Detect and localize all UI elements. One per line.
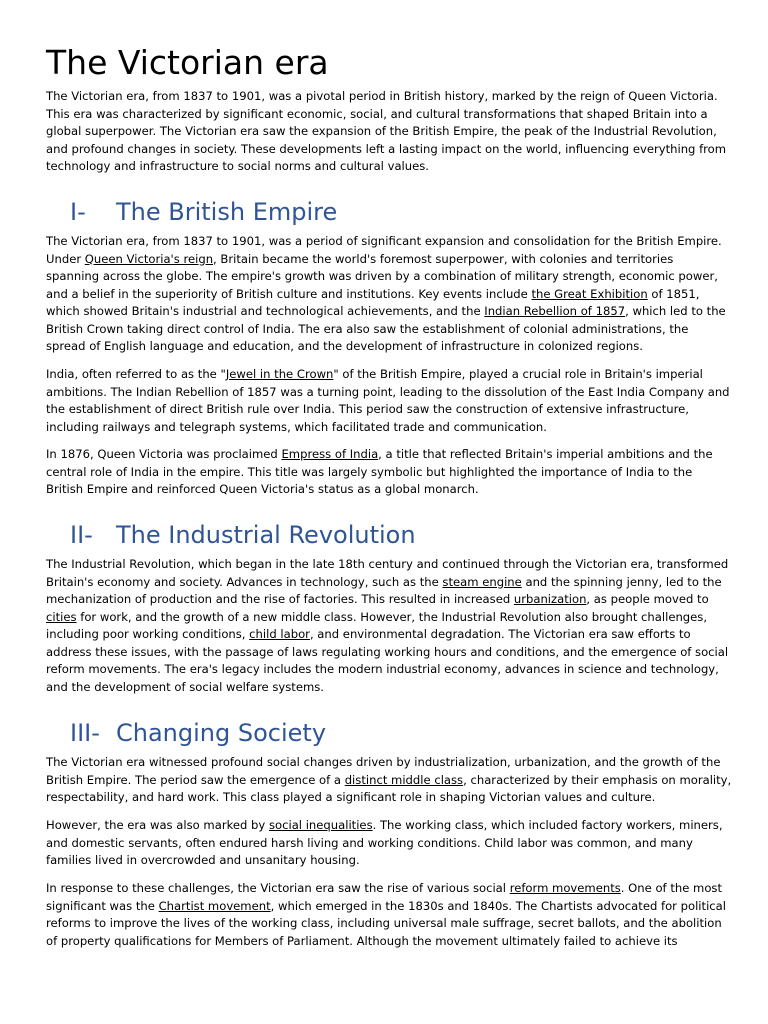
text-line: families lived in overcrowded and unsanitary housing. [46,853,360,867]
text-line: British Crown taking direct control of India. The era also saw the establishment of colonial administrations, the [46,321,689,336]
text-line: global superpower. The Victorian era saw the expansion of the British Empire, the peak of the Industrial Revolution, [46,124,717,138]
text-line: In 1876, Queen Victoria was proclaimed Empress of India, a title that reflected Britain's imperial ambitions and the [46,447,713,461]
section-heading-british-empire [70,197,337,227]
paragraph [46,817,724,870]
paragraph [46,366,730,436]
paragraph [46,233,724,356]
section-number: I- [70,198,86,226]
text-line: of property qualifications for Members of Parliament. Although the movement ultimately failed to achieve its [46,933,678,948]
paragraph [46,880,724,950]
text-line: reform movements. The era's legacy includes the modern industrial economy, advances in science and technology, [46,662,719,676]
text-line: significant was the Chartist movement, which emerged in the 1830s and 1840s. The Chartists advocated for political [46,898,726,913]
text-line: In response to these challenges, the Victorian era saw the rise of various social reform movements. One of the most [46,881,723,895]
text-line: However, the era was also marked by social inequalities. The working class, which included factory workers, miners, [46,818,723,832]
text-line: respectability, and hard work. This class played a significant role in shaping Victorian values and culture. [46,790,656,804]
paragraph [46,556,729,696]
text-line: and a belief in the superiority of British culture and institutions. Key events include the Great Exhibition of 1851, [46,286,700,301]
text-line: India, often referred to as the "Jewel in the Crown" of the British Empire, played a crucial role in Britain's imperial [46,367,703,381]
text-line: Under Queen Victoria's reign, Britain became the world's foremost superpower, with colonies and territories [46,251,674,266]
text-line: including poor working conditions, child labor, and environmental degradation. The Victorian era saw efforts to [46,627,691,641]
text-line: The Victorian era, from 1837 to 1901, was a period of significant expansion and consolidation for the British Empire. [46,234,722,248]
text-line: and the development of social welfare systems. [46,679,324,694]
text-line: the establishment of direct British rule over India. This period saw the construction of extensive infrastructure, [46,402,689,416]
text-line: which showed Britain's industrial and technological achievements, and the Indian Rebellion of 1857, which led to the [46,304,726,318]
section-title: The British Empire [116,198,338,226]
text-line: British Empire and reinforced Queen Victoria's status as a global monarch. [46,482,479,496]
text-line: ambitions. The Indian Rebellion of 1857 was a turning point, leading to the dissolution of the East India Company and [46,384,730,399]
section-title: Changing Society [116,719,327,747]
text-line: mechanization of production and the rise of factories. This resulted in increased urbanization, as people moved to [46,592,709,606]
text-line: spread of English language and education, and the development of infrastructure in colonized regions. [46,339,643,353]
section-heading-changing-society [70,718,326,748]
text-line: Britain's economy and society. Advances in technology, such as the steam engine and the spinning jenny, led to the [46,574,722,589]
text-line: The Victorian era witnessed profound social changes driven by industrialization, urbanization, and the growth of the [46,755,721,769]
text-line: spanning across the globe. The empire's growth was driven by a combination of military strength, economic power, [46,269,718,283]
text-line: cities for work, and the growth of a new middle class. However, the Industrial Revolution also brought challenges, [46,609,708,624]
text-line: address these issues, with the passage of laws regulating working hours and conditions, and the emergence of social [46,644,729,659]
document-title: The Victorian era [46,43,329,82]
paragraph [46,754,732,807]
text-line: and profound changes in society. These developments left a lasting impact on the world, influencing everything from [46,141,727,156]
paragraph [46,446,724,499]
text-line: The Industrial Revolution, which began in the late 18th century and continued through the Victorian era, transformed [46,557,729,571]
text-line: The Victorian era, from 1837 to 1901, was a pivotal period in British history, marked by the reign of Queen Victoria. [46,89,718,103]
text-line: technology and infrastructure to social norms and cultural values. [46,159,429,173]
section-number: III- [70,719,100,747]
section-number: II- [70,521,93,549]
text-line: British Empire. The period saw the emergence of a distinct middle class, characterized by their emphasis on morality, [46,772,732,787]
section-heading-industrial-revolution [70,520,416,550]
section-title: The Industrial Revolution [116,521,416,549]
text-line: reforms to improve the lives of the working class, including universal male suffrage, secret ballots, and the abolition [46,916,722,930]
text-line: and domestic servants, often endured harsh living and working conditions. Child labor was common, and many [46,835,693,850]
text-line: central role of India in the empire. This title was largely symbolic but highlighted the importance of India to the [46,464,693,479]
text-line: This era was characterized by significant economic, social, and cultural transformations that shaped Britain into a [46,106,708,121]
intro-paragraph [46,88,727,176]
text-line: including railways and telegraph systems, which facilitated trade and communication. [46,419,547,434]
